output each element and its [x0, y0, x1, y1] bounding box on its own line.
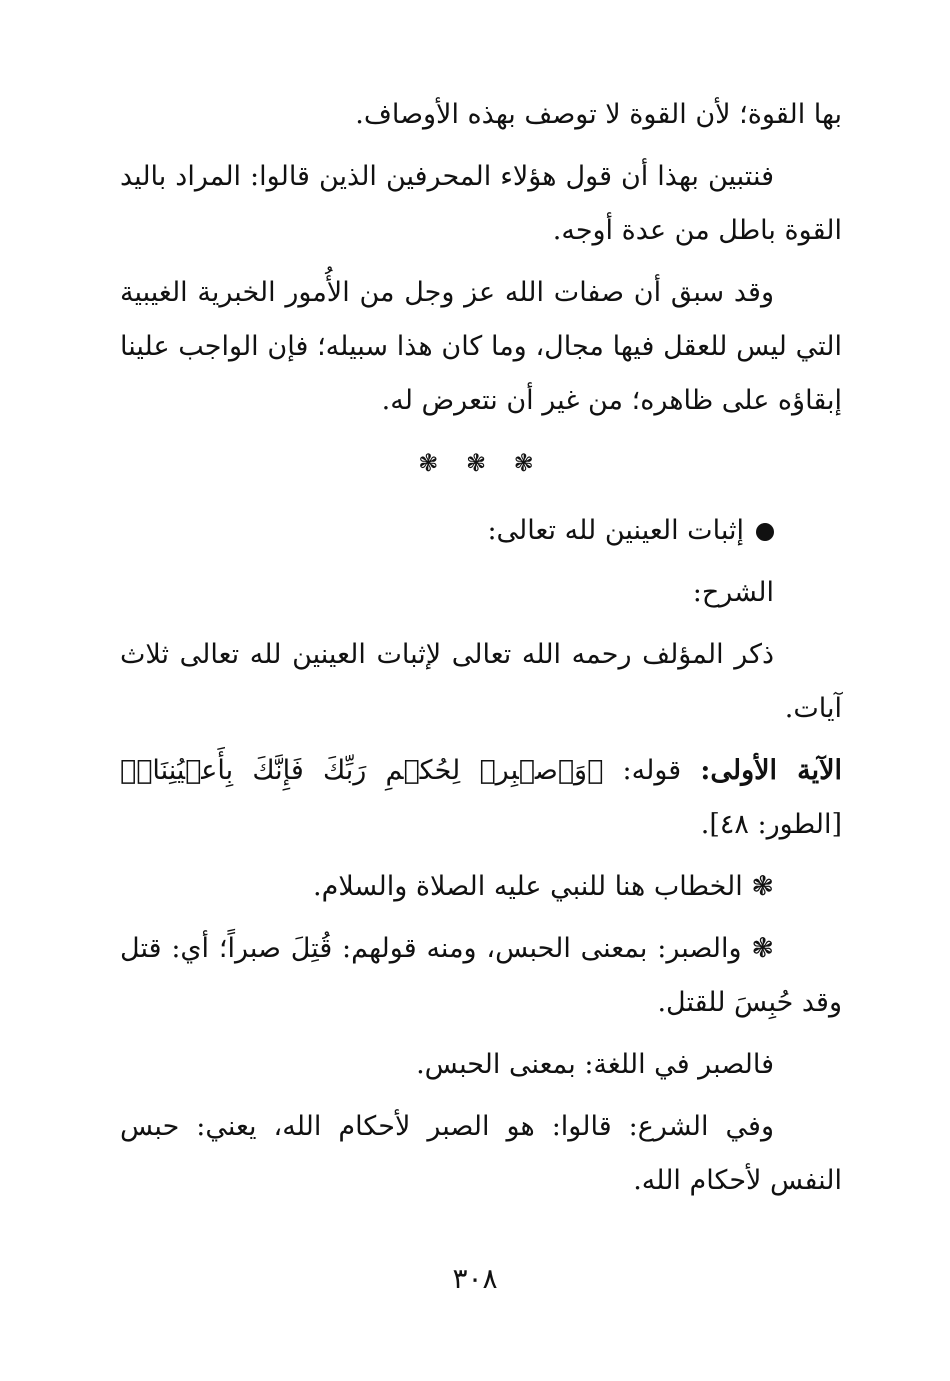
section-separator: ❃ ❃ ❃ [418, 449, 544, 477]
page-body [120, 88, 842, 1216]
verse-label: الآية الأولى: [700, 755, 842, 786]
paragraph-1: بها القوة؛ لأن القوة لا توصف بهذه الأوصاف. [355, 99, 842, 130]
note-1: ❃ الخطاب هنا للنبي عليه الصلاة والسلام. [313, 871, 774, 902]
section-heading: إثبات العينين لله تعالى: [487, 515, 744, 546]
explanation-label: الشرح: [692, 577, 774, 608]
verse-paragraph [120, 744, 842, 852]
paragraph-2: فنتبين بهذا أن قول هؤلاء المحرفين الذين قالوا: المراد باليد القوة باطل من عدة أوجه. [120, 161, 842, 246]
paragraph-3: وقد سبق أن صفات الله عز وجل من الأُمور الخبرية الغيبية التي ليس للعقل فيها مجال، وما كان هذا سبيله؛ فإن الواجب علينا إبقاؤه على ظاهره؛ من غير أن نتعرض له. [120, 277, 842, 416]
note-4: وفي الشرع: قالوا: هو الصبر لأحكام الله، يعني: حبس النفس لأحكام الله. [120, 1111, 842, 1196]
verse-reference: [الطور: ٤٨]. [700, 809, 842, 840]
verse-text: ﴿وَٱصۡبِرۡ لِحُكۡمِ رَبِّكَ فَإِنَّكَ بِأَعۡيُنِنَاۖ﴾ [120, 755, 604, 786]
note-3: فالصبر في اللغة: بمعنى الحبس. [416, 1049, 774, 1080]
note-2: ❃ والصبر: بمعنى الحبس، ومنه قولهم: قُتِلَ صبراً؛ أي: قتل وقد حُبِسَ للقتل. [120, 933, 842, 1018]
section-heading-line [120, 504, 842, 558]
intro-paragraph: ذكر المؤلف رحمه الله تعالى لإثبات العينين لله تعالى ثلاث آيات. [120, 639, 842, 724]
page-number: ٣٠٨ [452, 1262, 498, 1295]
bullet-icon [756, 523, 774, 541]
verse-lead: قوله: [622, 755, 682, 786]
